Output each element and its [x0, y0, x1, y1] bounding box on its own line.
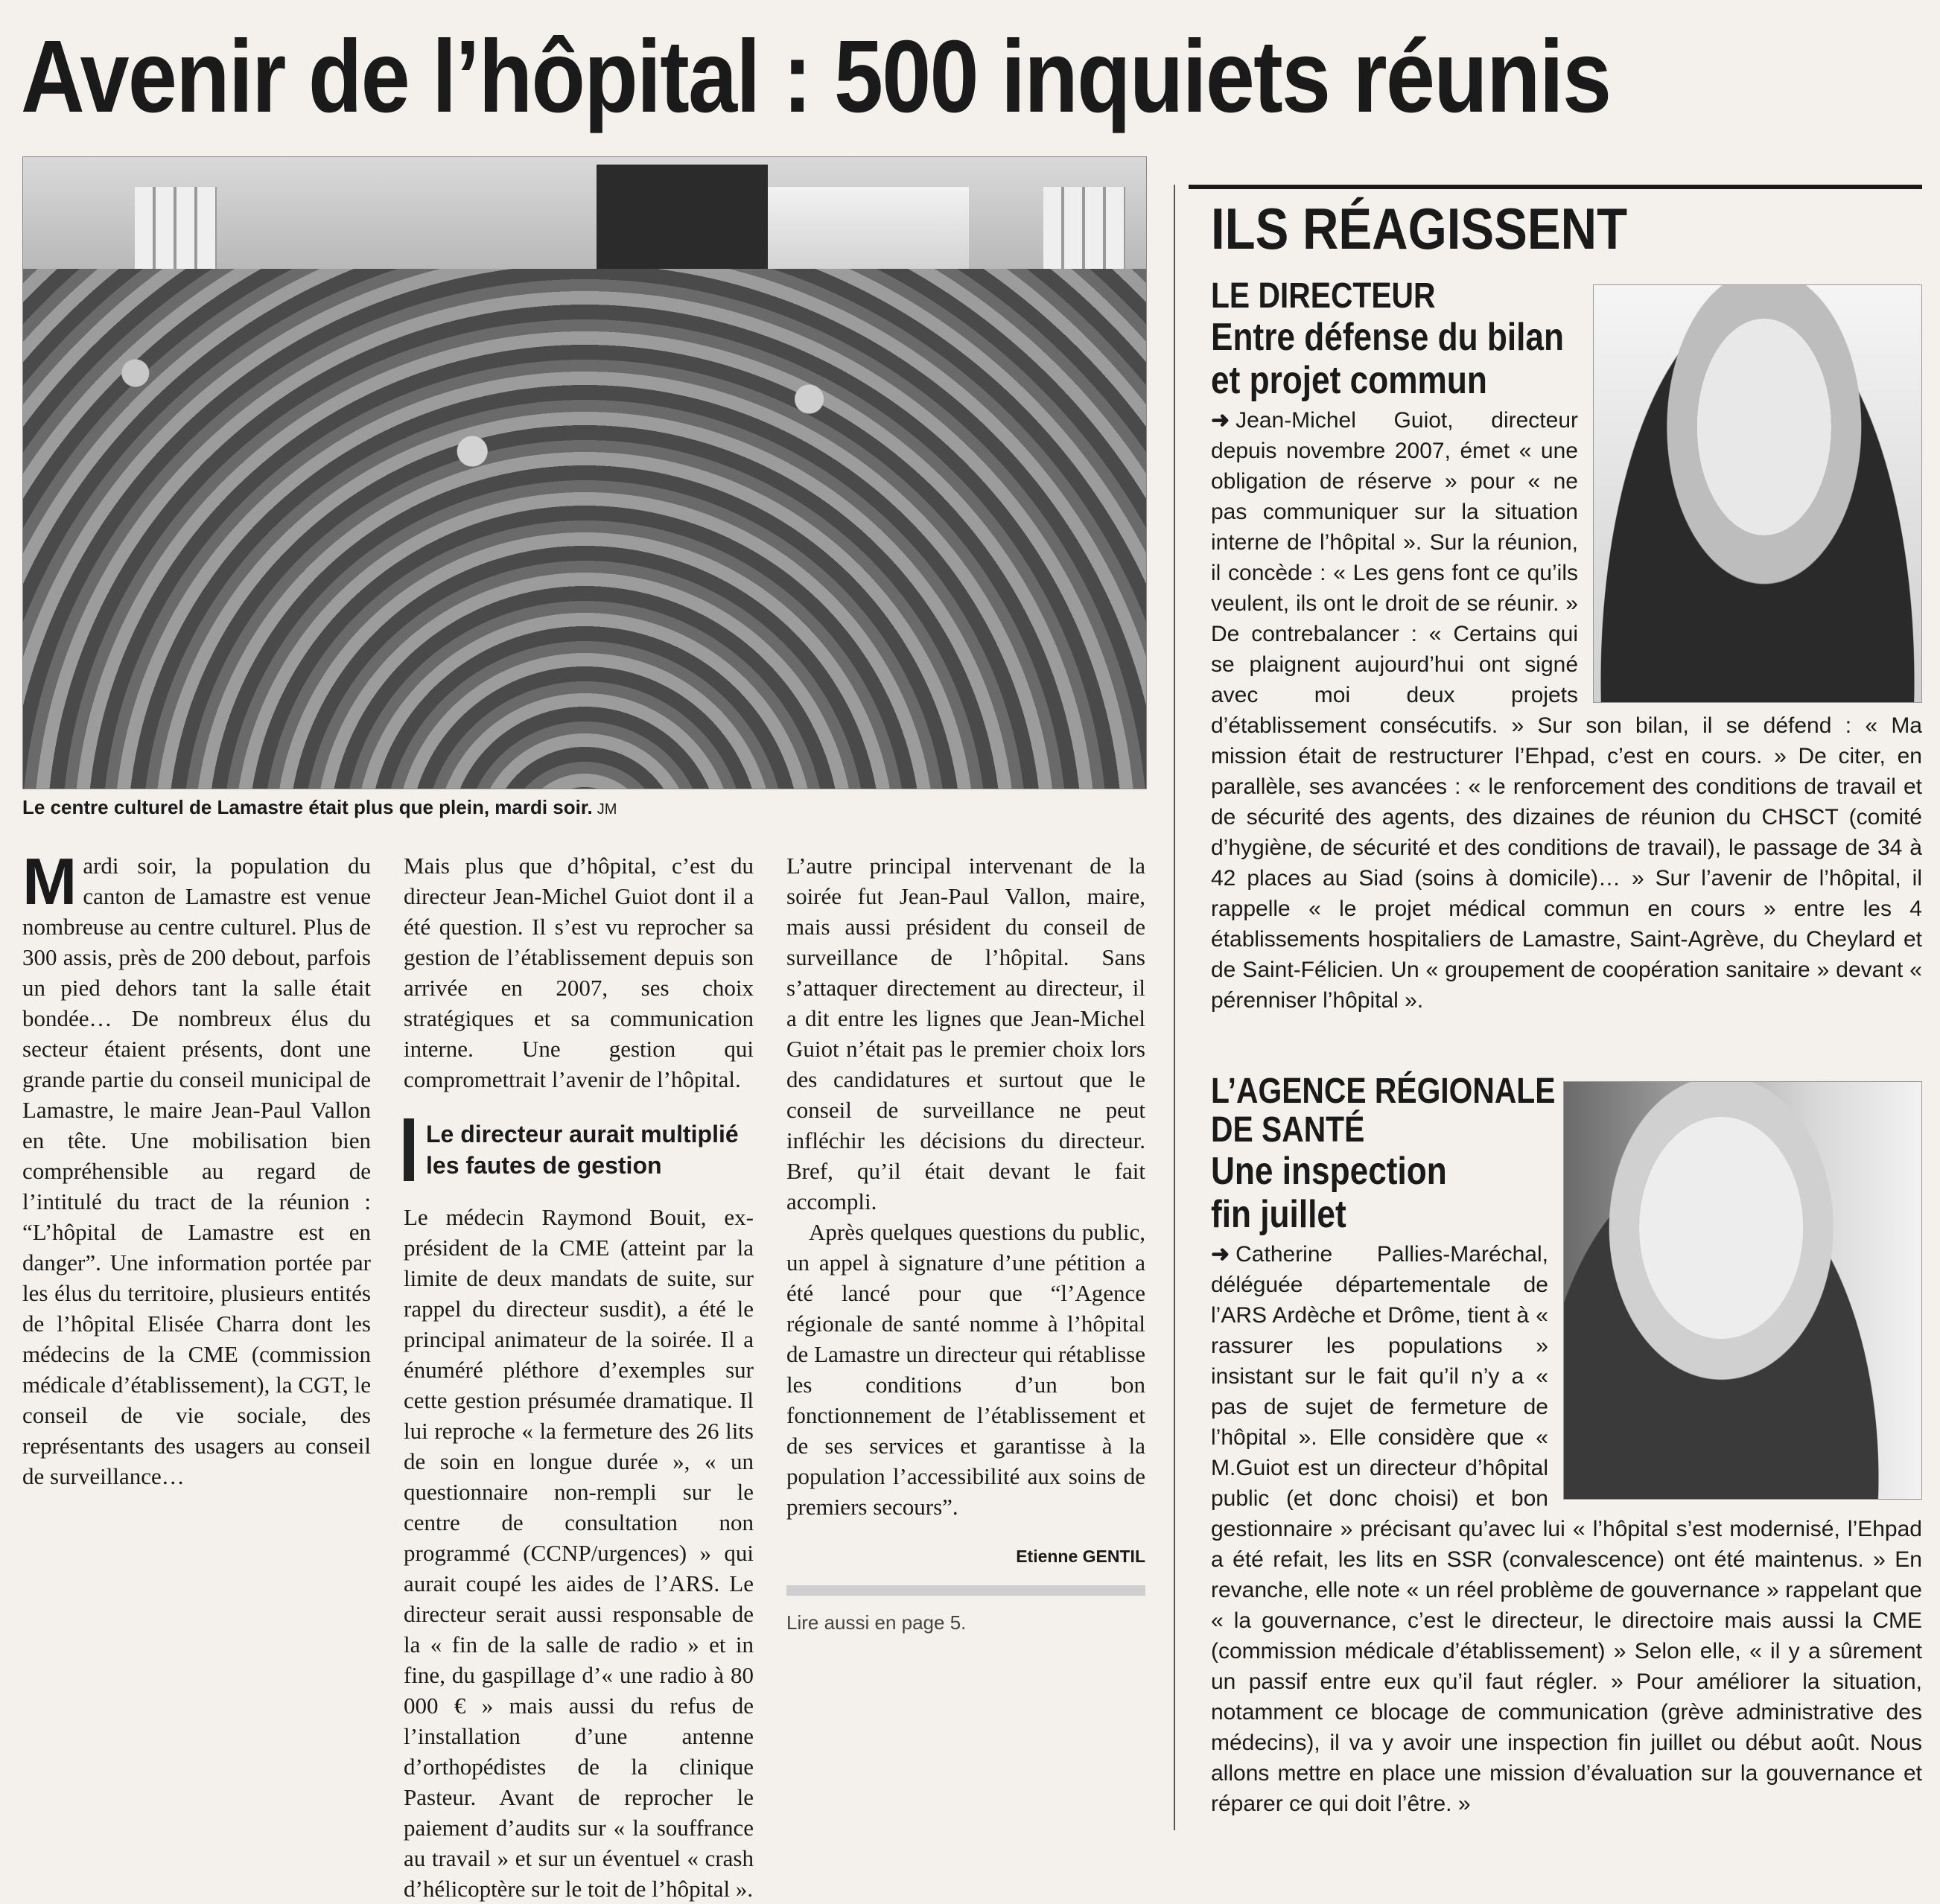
story-headline: et projet commun	[1211, 359, 1487, 402]
story-kicker: DE SANTÉ	[1211, 1110, 1365, 1150]
arrow-icon: ➜	[1211, 408, 1230, 433]
article-column-3	[786, 850, 1145, 1638]
article-subhead: Le directeur aurait multiplié les fautes de gestion	[404, 1118, 754, 1181]
article-author: Etienne GENTIL	[1016, 1547, 1145, 1566]
see-also-bar	[786, 1585, 1145, 1596]
crowd-photo	[22, 156, 1147, 789]
section-title: ILS RÉAGISSENT	[1211, 196, 1628, 261]
story-text-body: Jean-Michel Guiot, directeur depuis novembre 2007, émet « une obligation de réserve » pour « ne pas communiquer sur la situation interne de l’hôpital ». Sur la réunion, il concède : « Les gens font ce qu’ils veulent, ils ont le droit de se réunir. » De contrebalancer : « Certains qui se plaignent aujourd’hui ont signé avec moi deux projets d’établissement consécutifs. » Sur son bilan, il se défend : « Ma mission était de restructurer l’Ehpad, c’est en cours. » De citer, en parallèle, ses avancées : « le renforcement des conditions de travail et de sécurité des agents, des dizaines de réunion du CHSCT (comité d’hygiène, de sécurité et des conditions de travail), le passage de 34 à 42 places au Siad (soins à domicile)… » Sur l’avenir de l’hôpital, il rappelle « le projet médical commun en cours » entre les 4 établissements hospitaliers de Lamastre, Saint-Agrève, du Cheylard et de Saint-Félicien. Un « groupement de coopération sanitaire » devant « pérenniser l’hôpital ».	[1211, 408, 1922, 1013]
article-paragraph: Le médecin Raymond Bouit, ex-président de la CME (atteint par la limite de deux mandats de suite, sur rappel du directeur susdit), a été le principal animateur de la soirée. Il a énuméré pléthore d’exemples sur cette gestion présumée dramatique. Il lui reproche « la fermeture des 26 lits de soin en longue durée », « un questionnaire non-rempli sur le centre de consultation non programmé (CCNP/urgences) » qui aurait coupé les aides de l’ARS. Le directeur serait aussi responsable de la « fin de la salle de radio » et in fine, du gaspillage d’« une radio à 80 000 € » mais aussi du refus de l’installation d’une antenne d’orthopédistes de la clinique Pasteur. Avant de reprocher le paiement d’audits sur « la souffrance au travail » et sur un éventuel « crash d’hélicoptère sur le toit de l’hôpital ».	[404, 1204, 754, 1902]
drop-cap: M	[22, 844, 77, 918]
story-headline: Une inspection	[1211, 1150, 1447, 1193]
article-paragraph: Après quelques questions du public, un appel à signature d’une pétition a été lancé pour que “l’Agence régionale de santé nomme à l’hôpital de Lamastre un directeur qui rétablisse les conditions d’un bon fonctionnement de l’établissement et de ses services et garantisse à la population l’accessibilité aux soins de premiers secours”.	[786, 1219, 1145, 1520]
headline: Avenir de l’hôpital : 500 inquiets réunis	[21, 19, 1611, 134]
photo-board	[597, 165, 768, 276]
article-paragraph-text: ardi soir, la population du canton de Lamastre est venue nombreuse au centre culturel. Plus de 300 assis, près de 200 debout, parfois un pied dehors tant la salle était bondée… De nombreux élus du secteur étaient présents, dont une grande partie du conseil municipal de Lamastre, le maire Jean-Paul Vallon en tête. Une mobilisation bien compréhensible au regard de l’intitulé du tract de la réunion : “L’hôpital de Lamastre est en danger”. Une information portée par les élus du territoire, plusieurs entités de l’hôpital Elisée Charra dont les médecins de la CME (commission médicale d’établissement), la CGT, le conseil de vie sociale, des représentants des usagers au conseil de surveillance…	[22, 853, 371, 1489]
story-kicker: LE DIRECTEUR	[1211, 276, 1436, 316]
article-column-2	[404, 850, 754, 1904]
caption-text: Le centre culturel de Lamastre était plus que plein, mardi soir.	[22, 796, 593, 818]
story-kicker: L’AGENCE RÉGIONALE	[1211, 1072, 1556, 1111]
story-headline: Entre défense du bilan	[1211, 316, 1565, 359]
column-divider	[1174, 185, 1175, 1830]
article-paragraph: Mais plus que d’hôpital, c’est du directeur Jean-Michel Guiot dont il a été question. Il s’est vu reprocher sa gestion de l’établissement depuis son arrivée en 2007, ses choix stratégiques et sa communication interne. Une gestion qui compromettrait l’avenir de l’hôpital.	[404, 853, 754, 1092]
sidebar-story-director	[1211, 277, 1922, 1016]
photo-caption	[22, 794, 1145, 823]
section-rule	[1189, 185, 1922, 189]
article-column-1	[22, 844, 371, 1491]
arrow-icon: ➜	[1211, 1242, 1230, 1267]
story-headline: fin juillet	[1211, 1193, 1346, 1236]
sidebar-story-ars	[1211, 1072, 1922, 1819]
photo-credit: JM	[597, 801, 617, 818]
story-text-body: Catherine Pallies-Maréchal, déléguée départementale de l’ARS Ardèche et Drôme, tient à « rassurer les populations » insistant sur le fait qu’il n’y a « pas de sujet de fermeture de l’hôpital ». Elle considère que « M.Guiot est un directeur d’hôpital public (et donc choisi) et bon gestionnaire » précisant qu’avec lui « l’hôpital s’est modernisé, l’Ehpad a été refait, les lits en SSR (convalescence) ont été maintenus. » En revanche, elle note « un réel problème de gouvernance » rappelant que « la gouvernance, c’est le directeur, le directoire mais aussi la CME (commission médicale d’établissement) » Selon elle, « il y a sûrement un passif entre eux qu’il faut régler. » Pour améliorer la situation, notamment ce blocage de communication (grève administrative des médecins), il va y avoir une inspection fin juillet ou début août. Nous allons mettre en place une mission d’évaluation sur la gouvernance et réparer ce qui doit l’être. »	[1211, 1242, 1922, 1816]
article-paragraph	[22, 844, 371, 1491]
photo-crowd	[23, 269, 1146, 789]
see-also-link[interactable]: Lire aussi en page 5.	[786, 1611, 967, 1634]
article-paragraph: L’autre principal intervenant de la soirée fut Jean-Paul Vallon, maire, mais aussi président du conseil de surveillance de l’hôpital. Sans s’attaquer directement au directeur, il a dit entre les lignes que Jean-Michel Guiot n’était pas le premier choix lors des candidatures et surtout que le conseil de surveillance ne peut infléchir les décisions du directeur. Bref, qu’il était devant le fait accompli.	[786, 853, 1145, 1214]
